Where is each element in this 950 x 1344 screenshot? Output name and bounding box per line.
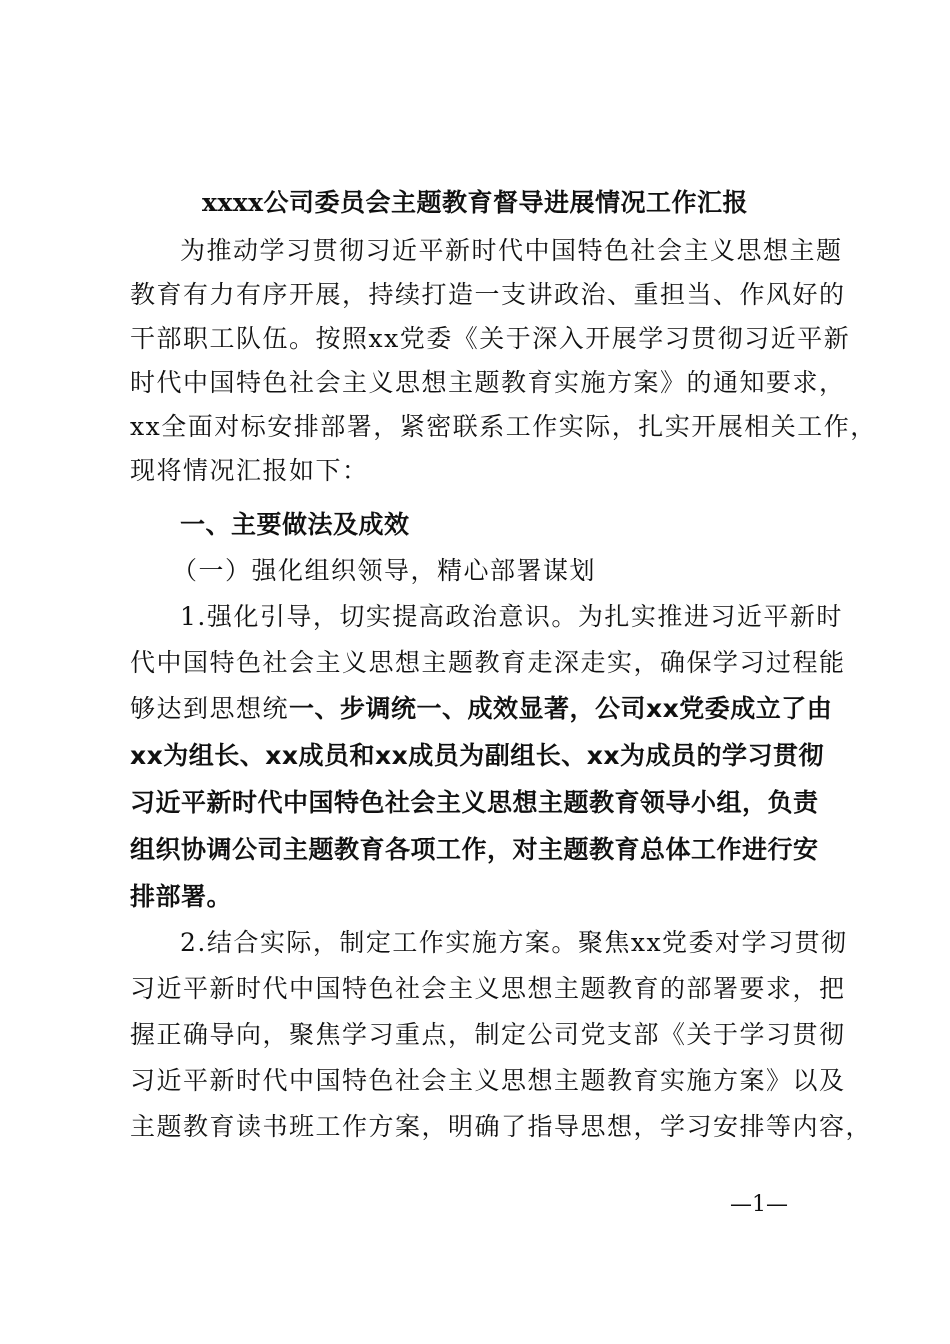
item1-line: 1.强化引导，切实提高政治意识。为扎实推进习近平新时 [180, 602, 843, 631]
intro-line: xx全面对标安排部署，紧密联系工作实际，扎实开展相关工作， [130, 412, 877, 441]
item1-bold-line: 组织协调公司主题教育各项工作，对主题教育总体工作进行安 [130, 835, 819, 864]
item1-line-plain-part: 够达到思想统 [130, 694, 290, 723]
intro-line: 时代中国特色社会主义思想主题教育实施方案》的通知要求， [130, 368, 846, 397]
item1-bold-line: xx为组长、xx成员和xx成员为副组长、xx为成员的学习贯彻 [130, 741, 825, 770]
subsection-heading: （一）强化组织领导，精心部署谋划 [172, 556, 597, 585]
item2-line: 习近平新时代中国特色社会主义思想主题教育实施方案》以及 [130, 1066, 846, 1095]
item1-bold-line: 习近平新时代中国特色社会主义思想主题教育领导小组，负责 [130, 788, 819, 817]
item2-line: 主题教育读书班工作方案，明确了指导思想，学习安排等内容， [130, 1112, 873, 1141]
item2-line: 习近平新时代中国特色社会主义思想主题教育的部署要求，把 [130, 974, 846, 1003]
document-title: xxxx公司委员会主题教育督导进展情况工作汇报 [201, 188, 749, 217]
intro-line: 教育有力有序开展，持续打造一支讲政治、重担当、作风好的 [130, 280, 846, 309]
intro-line: 为推动学习贯彻习近平新时代中国特色社会主义思想主题 [180, 236, 843, 265]
item2-line: 握正确导向，聚焦学习重点，制定公司党支部《关于学习贯彻 [130, 1020, 846, 1049]
intro-line: 干部职工队伍。按照xx党委《关于深入开展学习贯彻习近平新 [130, 324, 851, 353]
intro-line: 现将情况汇报如下： [130, 456, 369, 485]
item1-line-bold-part: 一、步调统一、成效显著，公司xx党委成立了由 [289, 694, 833, 723]
item1-line: 代中国特色社会主义思想主题教育走深走实，确保学习过程能 [130, 648, 846, 677]
item2-line: 2.结合实际，制定工作实施方案。聚焦xx党委对学习贯彻 [180, 928, 848, 957]
item1-bold-line: 排部署。 [130, 882, 233, 911]
item1-line-mixed [130, 686, 833, 732]
section-heading: 一、主要做法及成效 [180, 510, 410, 539]
page-number: —1— [730, 1192, 788, 1217]
